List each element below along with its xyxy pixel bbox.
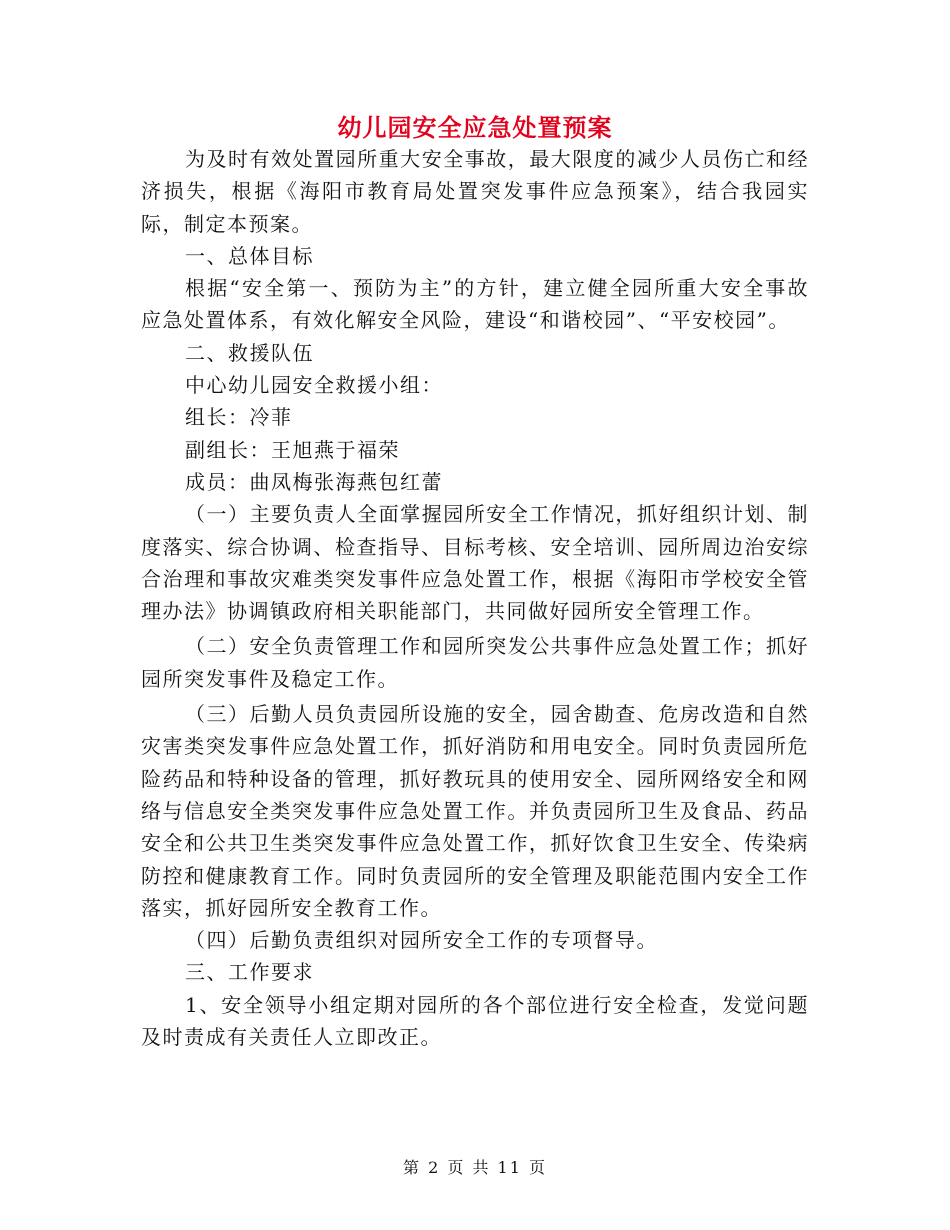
paragraph-duty-2: （二）安全负责管理工作和园所突发公共事件应急处置工作；抓好园所突发事件及稳定工作。	[141, 634, 809, 691]
paragraph-team-leader: 组长：冷菲	[185, 405, 293, 430]
document-body	[141, 143, 809, 1053]
page-footer: 第 2 页 共 11 页	[403, 1158, 547, 1177]
paragraph-team-deputy: 副组长：王旭燕于福荣	[185, 437, 400, 462]
paragraph-duty-4: （四）后勤负责组织对园所安全工作的专项督导。	[185, 928, 658, 953]
document-title: 幼儿园安全应急处置预案	[337, 114, 613, 142]
paragraph-duty-3: （三）后勤人员负责园所设施的安全，园舍勘查、危房改造和自然灾害类突发事件应急处置工作，抓好消防和用电安全。同时负责园所危险药品和特种设备的管理，抓好教玩具的使用安全、园所网络安全和网络与信息安全类突发事件应急处置工作。并负责园所卫生及食品、药品安全和公共卫生类突发事件应急处置工作，抓好饮食卫生安全、传染病防控和健康教育工作。同时负责园所的安全管理及职能范围内安全工作落实，抓好园所安全教育工作。	[141, 702, 809, 920]
paragraph-intro: 为及时有效处置园所重大安全事故，最大限度的减少人员伤亡和经济损失，根据《海阳市教育局处置突发事件应急预案》，结合我园实际，制定本预案。	[141, 147, 809, 236]
paragraph-requirement-1: 1、安全领导小组定期对园所的各个部位进行安全检查，发觉问题及时责成有关责任人立即改正。	[141, 992, 809, 1050]
paragraph-duty-1: （一）主要负责人全面掌握园所安全工作情况，抓好组织计划、制度落实、综合协调、检查指导、目标考核、安全培训、园所周边治安综合治理和事故灾难类突发事件应急处置工作，根据《海阳市学校安全管理办法》协调镇政府相关职能部门，共同做好园所安全管理工作。	[141, 502, 809, 624]
paragraph-team-members: 成员：曲凤梅张海燕包红蕾	[185, 469, 443, 494]
section-heading-goal: 一、总体目标	[185, 243, 314, 268]
section-heading-requirements: 三、工作要求	[185, 960, 314, 985]
paragraph-goal: 根据“安全第一、预防为主”的方针，建立健全园所重大安全事故应急处置体系，有效化解安全风险，建设“和谐校园”、“平安校园”。	[141, 276, 809, 333]
section-heading-team: 二、救援队伍	[185, 340, 314, 365]
paragraph-team-group: 中心幼儿园安全救援小组：	[185, 373, 443, 398]
